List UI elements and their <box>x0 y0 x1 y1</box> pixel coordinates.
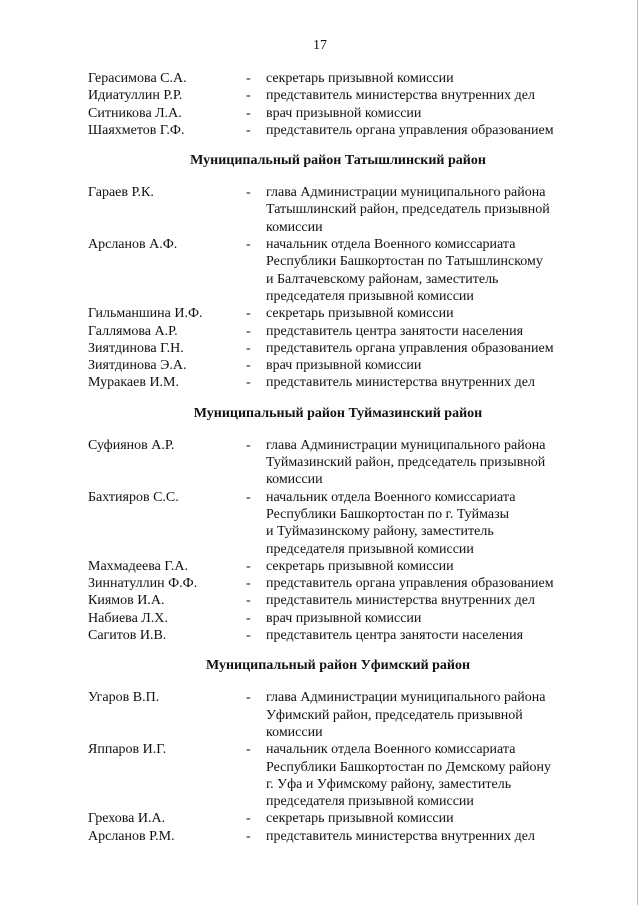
dash-separator: - <box>246 593 251 609</box>
dash-separator: - <box>246 340 251 356</box>
member-role-line: секретарь призывной комиссии <box>266 811 454 827</box>
member-role <box>266 105 608 122</box>
member-row <box>88 828 608 845</box>
dash-separator: - <box>246 122 251 138</box>
member-role-line: представитель органа управления образованием <box>266 576 554 592</box>
member-name: Махмадеева Г.А. <box>88 558 188 574</box>
member-name: Ситникова Л.А. <box>88 105 182 121</box>
member-name: Шаяхметов Г.Ф. <box>88 122 185 138</box>
member-row <box>88 357 608 374</box>
district-section <box>88 406 608 645</box>
member-role-line: начальник отдела Военного комиссариата <box>266 489 516 505</box>
member-role <box>266 558 608 575</box>
member-role-line: Республики Башкортостан по Демскому району <box>266 759 552 775</box>
dash-separator: - <box>246 437 251 453</box>
member-role-line: представитель министерства внутренних дел <box>266 375 535 391</box>
dash-separator: - <box>246 610 251 626</box>
member-role <box>266 122 608 139</box>
section-heading: Муниципальный район Туймазинский район <box>193 405 483 421</box>
dash-separator: - <box>246 71 251 86</box>
member-name: Гильманшина И.Ф. <box>88 306 203 322</box>
commission-list <box>88 70 608 845</box>
member-role-line: представитель министерства внутренних дел <box>266 88 535 104</box>
member-role <box>266 741 608 810</box>
member-name: Киямов И.А. <box>88 593 165 609</box>
member-role <box>266 437 608 489</box>
member-role-line: глава Администрации муниципального района <box>266 690 546 706</box>
member-name: Муракаев И.М. <box>88 375 179 391</box>
member-role <box>266 627 608 644</box>
member-row <box>88 105 608 122</box>
member-role-line: комиссии <box>266 472 323 488</box>
member-row <box>88 575 608 592</box>
member-row <box>88 340 608 357</box>
member-name: Зиятдинова Э.А. <box>88 358 187 374</box>
member-role-line: Туймазинский район, председатель призывной <box>266 455 546 471</box>
section-heading: Муниципальный район Уфимский район <box>205 658 471 674</box>
member-name: Суфиянов А.Р. <box>88 437 175 453</box>
member-role-line: врач призывной комиссии <box>266 105 422 121</box>
member-role-line: секретарь призывной комиссии <box>266 306 454 322</box>
member-row <box>88 437 608 489</box>
member-role-line: и Балтачевскому районам, заместитель <box>266 271 499 287</box>
member-role <box>266 357 608 374</box>
member-role-line: представитель министерства внутренних дел <box>266 593 535 609</box>
member-row <box>88 627 608 644</box>
member-name: Набиева Л.Х. <box>88 610 168 626</box>
member-role <box>266 305 608 322</box>
member-row <box>88 70 608 87</box>
member-row <box>88 741 608 810</box>
member-role <box>266 184 608 236</box>
dash-separator: - <box>246 88 251 104</box>
member-role-line: глава Администрации муниципального района <box>266 185 546 201</box>
dash-separator: - <box>246 358 251 374</box>
member-role-line: начальник отдела Военного комиссариата <box>266 742 516 758</box>
member-name: Зиятдинова Г.Н. <box>88 340 184 356</box>
member-row <box>88 489 608 558</box>
member-row <box>88 184 608 236</box>
member-name: Яппаров И.Г. <box>88 742 167 758</box>
member-name: Бахтияров С.С. <box>88 489 179 505</box>
member-name: Грехова И.А. <box>88 811 166 827</box>
member-name: Гараев Р.К. <box>88 185 154 201</box>
member-role-line: Уфимский район, председатель призывной <box>266 707 523 723</box>
member-role <box>266 70 608 87</box>
member-row <box>88 236 608 305</box>
dash-separator: - <box>246 576 251 592</box>
member-role-line: Республики Башкортостан по Татышлинскому <box>266 254 543 270</box>
member-role <box>266 828 608 845</box>
dash-separator: - <box>246 375 251 391</box>
member-role-line: и Туймазинскому району, заместитель <box>266 524 494 540</box>
member-row <box>88 122 608 139</box>
district-section <box>88 153 608 392</box>
member-name: Сагитов И.В. <box>88 628 167 644</box>
member-role-line: председателя призывной комиссии <box>266 541 474 557</box>
member-role <box>266 610 608 627</box>
member-role-line: начальник отдела Военного комиссариата <box>266 237 516 253</box>
member-role-line: председателя призывной комиссии <box>266 288 474 304</box>
member-role <box>266 575 608 592</box>
member-name: Арсланов Р.М. <box>88 828 175 844</box>
member-role-line: секретарь призывной комиссии <box>266 558 454 574</box>
dash-separator: - <box>246 742 251 758</box>
member-role-line: комиссии <box>266 724 323 740</box>
dash-separator: - <box>246 828 251 844</box>
member-role-line: глава Администрации муниципального района <box>266 437 546 453</box>
member-role-line: Республики Башкортостан по г. Туймазы <box>266 506 510 522</box>
dash-separator: - <box>246 628 251 644</box>
page-edge-line <box>637 0 638 905</box>
section-heading: Муниципальный район Татышлинский район <box>190 153 486 169</box>
member-row <box>88 689 608 741</box>
member-role <box>266 689 608 741</box>
member-role-line: г. Уфа и Уфимскому району, заместитель <box>266 776 512 792</box>
member-name: Герасимова С.А. <box>88 71 187 86</box>
member-row <box>88 305 608 322</box>
member-name: Зиннатуллин Ф.Ф. <box>88 576 198 592</box>
member-role <box>266 323 608 340</box>
dash-separator: - <box>246 237 251 253</box>
member-role-line: представитель органа управления образованием <box>266 122 554 138</box>
member-role <box>266 87 608 104</box>
member-role-line: врач призывной комиссии <box>266 358 422 374</box>
member-role-line: секретарь призывной комиссии <box>266 71 454 86</box>
member-role <box>266 592 608 609</box>
member-row <box>88 592 608 609</box>
member-name: Галлямова А.Р. <box>88 323 178 339</box>
dash-separator: - <box>246 489 251 505</box>
member-row <box>88 610 608 627</box>
member-role-line: представитель центра занятости населения <box>266 628 524 644</box>
member-role <box>266 236 608 305</box>
dash-separator: - <box>246 185 251 201</box>
member-role <box>266 340 608 357</box>
member-role-line: врач призывной комиссии <box>266 610 422 626</box>
member-role-line: комиссии <box>266 219 323 235</box>
member-row <box>88 374 608 391</box>
dash-separator: - <box>246 811 251 827</box>
member-role <box>266 489 608 558</box>
member-role <box>266 810 608 827</box>
member-role-line: представитель органа управления образованием <box>266 340 554 356</box>
member-role-line: представитель центра занятости населения <box>266 323 524 339</box>
member-role <box>266 374 608 391</box>
district-section <box>88 658 608 845</box>
member-row <box>88 558 608 575</box>
member-name: Идиатуллин Р.Р. <box>88 88 183 104</box>
member-name: Угаров В.П. <box>88 690 160 706</box>
member-role-line: Татышлинский район, председатель призывной <box>266 202 550 218</box>
member-row <box>88 323 608 340</box>
dash-separator: - <box>246 306 251 322</box>
dash-separator: - <box>246 323 251 339</box>
member-row <box>88 810 608 827</box>
dash-separator: - <box>246 105 251 121</box>
member-row <box>88 87 608 104</box>
member-role-line: представитель министерства внутренних дел <box>266 828 535 844</box>
member-name: Арсланов А.Ф. <box>88 237 178 253</box>
dash-separator: - <box>246 690 251 706</box>
dash-separator: - <box>246 558 251 574</box>
member-role-line: председателя призывной комиссии <box>266 794 474 810</box>
page-number: 17 <box>313 38 327 53</box>
